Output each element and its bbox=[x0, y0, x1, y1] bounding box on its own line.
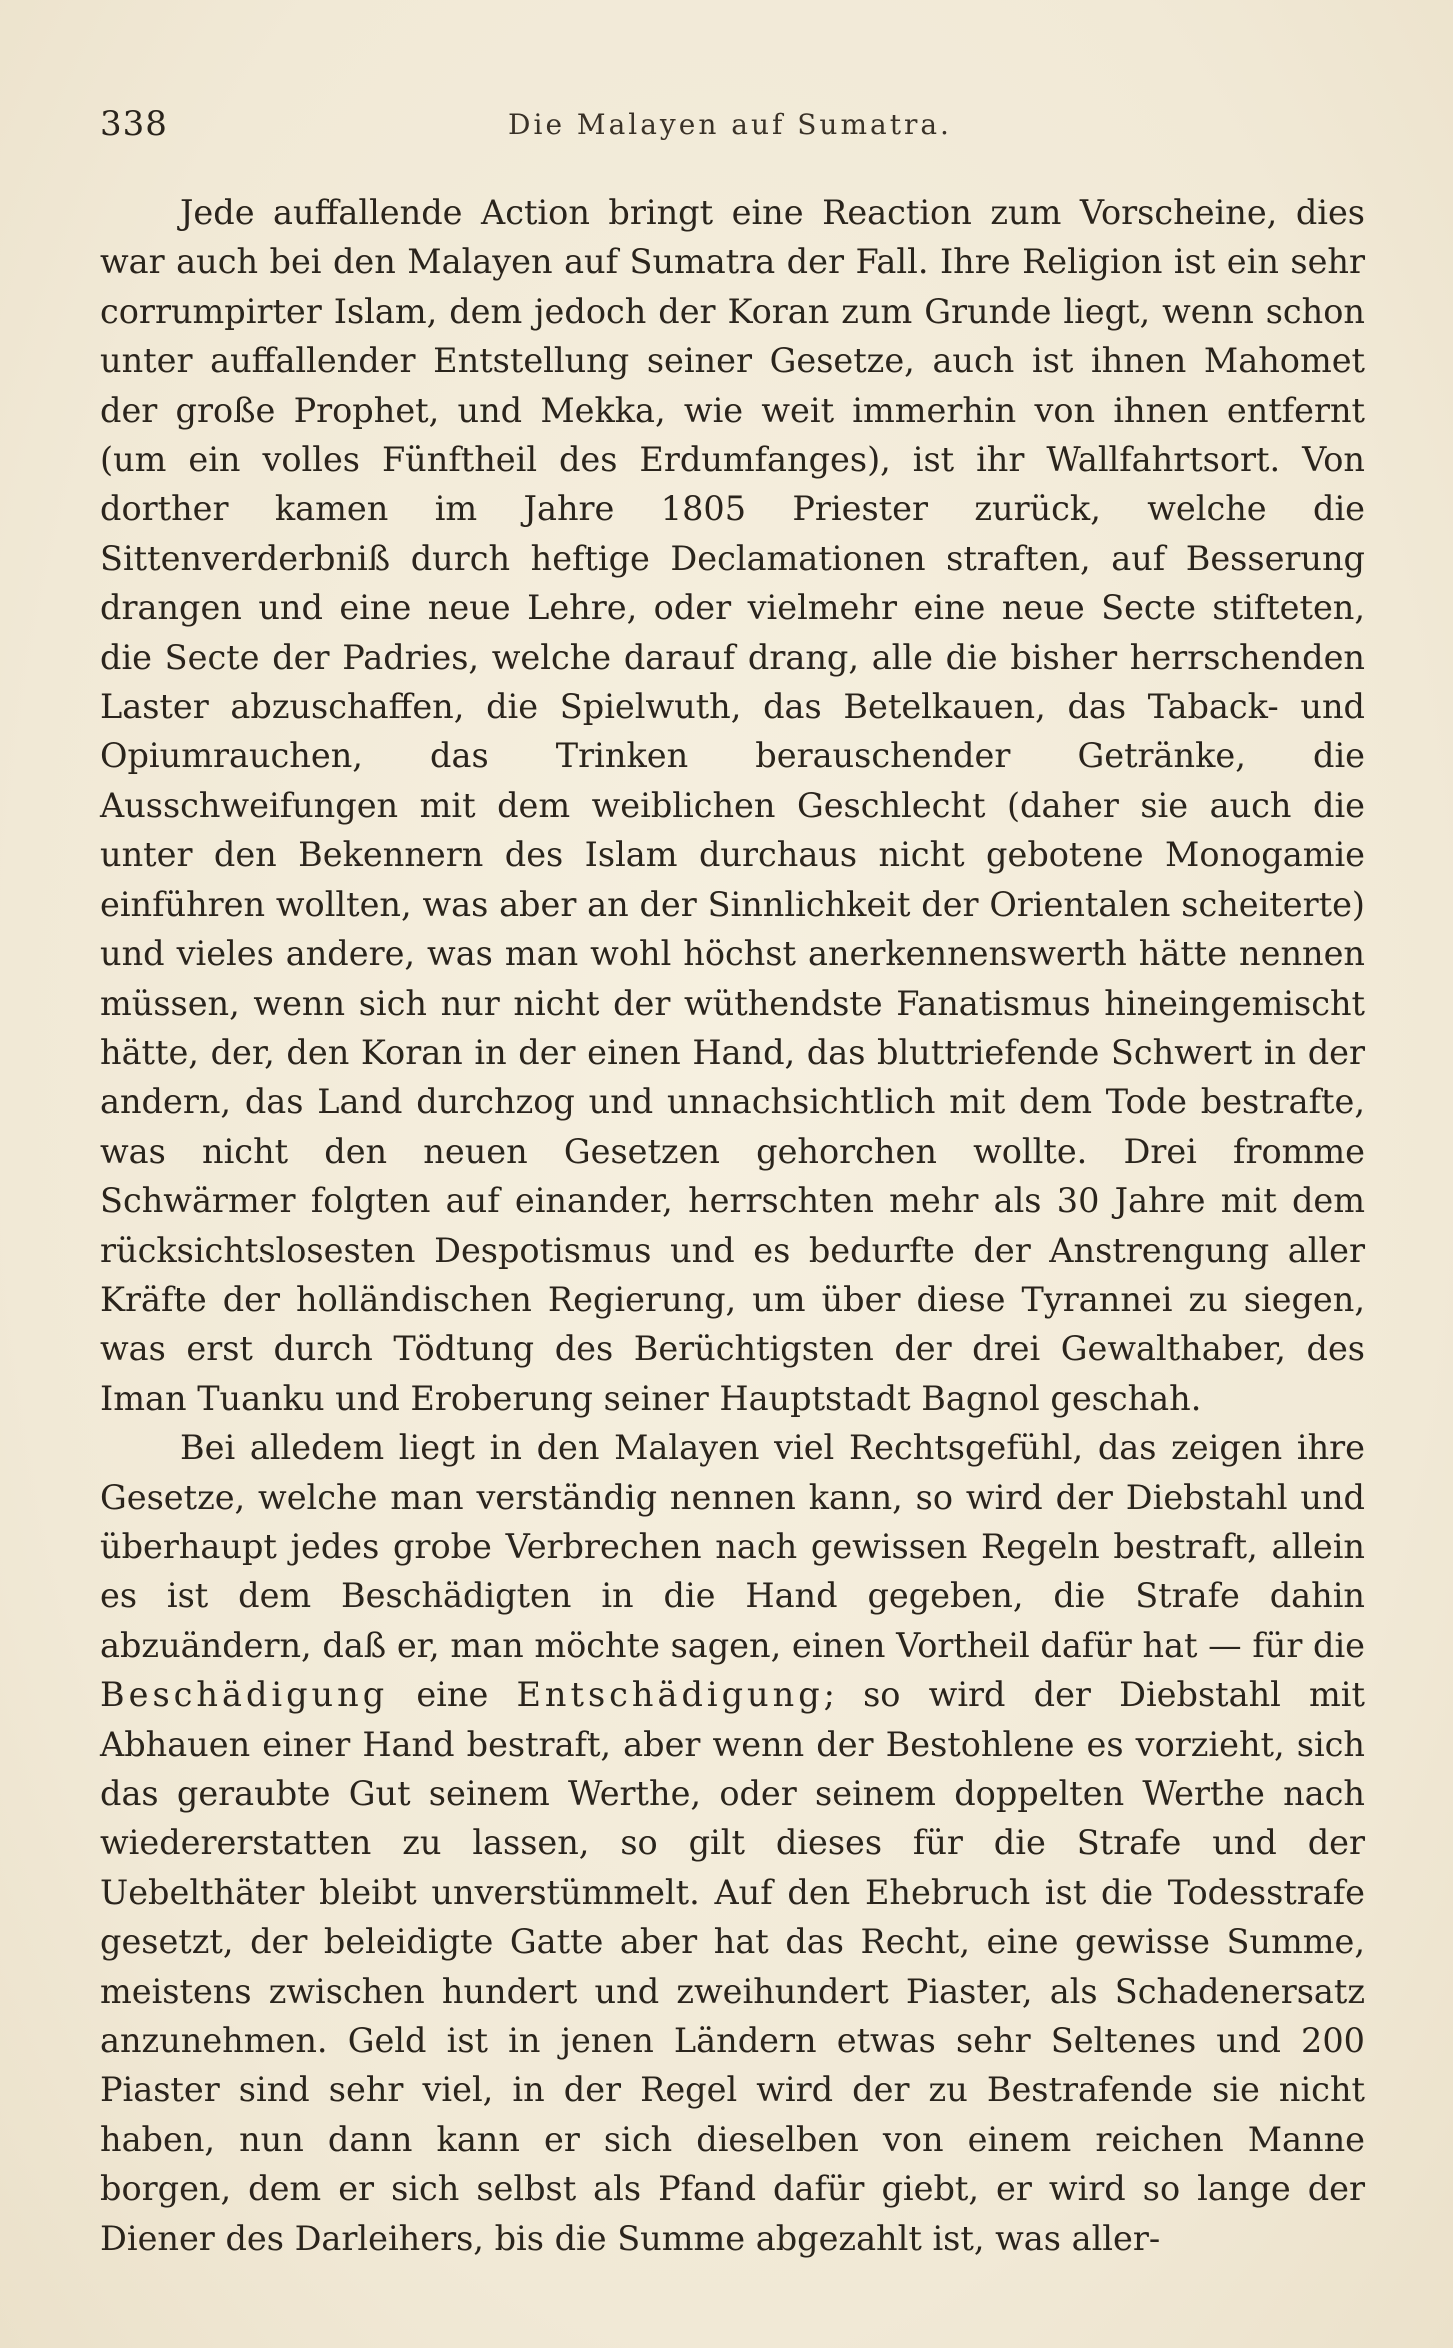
paragraph-2-text-before: Bei alledem liegt in den Malayen viel Rechtsgefühl, das zeigen ihre Gesetze, welche man verständig nennen kann, so wird der Diebstahl und überhaupt jedes grobe Verbrechen nach gewissen Regeln bestraft, allein es ist dem Beschädigten in die Hand gegeben, die Strafe dahin abzuändern, daß er, man möchte sagen, einen Vortheil dafür hat — für die bbox=[100, 1428, 1365, 1665]
emphasis-beschaedigung: Beschädigung bbox=[100, 1675, 389, 1715]
page-header bbox=[100, 104, 1360, 164]
paragraph-2-text-middle: eine bbox=[416, 1675, 489, 1715]
emphasis-entschaedigung: Entschädigung bbox=[516, 1675, 824, 1715]
paragraph-2 bbox=[100, 1423, 1365, 2263]
paragraph-1: Jede auffallende Action bringt eine Reaction zum Vorscheine, dies war auch bei den Malayen auf Sumatra der Fall. Ihre Religion ist ein sehr corrumpirter Islam, dem jedoch der Koran zum Grunde liegt, wenn schon unter auffallender Entstellung seiner Gesetze, auch ist ihnen Mahomet der große Prophet, und Mekka, wie weit immerhin von ihnen entfernt (um ein volles Fünftheil des Erdumfanges), ist ihr Wallfahrtsort. Von dorther kamen im Jahre 1805 Priester zurück, welche die Sittenverderbniß durch heftige Declamationen straften, auf Besserung drangen und eine neue Lehre, oder vielmehr eine neue Secte stifteten, die Secte der Padries, welche darauf drang, alle die bisher herrschenden Laster abzuschaffen, die Spielwuth, das Betelkauen, das Taback- und Opiumrauchen, das Trinken berauschender Getränke, die Ausschweifungen mit dem weiblichen Geschlecht (daher sie auch die unter den Bekennern des Islam durchaus nicht gebotene Monogamie einführen wollten, was aber an der Sinnlichkeit der Orientalen scheiterte) und vieles andere, was man wohl höchst anerkennenswerth hätte nennen müssen, wenn sich nur nicht der wüthendste Fanatismus hineingemischt hätte, der, den Koran in der einen Hand, das bluttriefende Schwert in der andern, das Land durchzog und unnachsichtlich mit dem Tode bestrafte, was nicht den neuen Gesetzen gehorchen wollte. Drei fromme Schwärmer folgten auf einander, herrschten mehr als 30 Jahre mit dem rücksichtslosesten Despotismus und es bedurfte der Anstrengung aller Kräfte der holländischen Regierung, um über diese Tyrannei zu siegen, was erst durch Tödtung des Berüchtigsten der drei Gewalthaber, des Iman Tuanku und Eroberung seiner Hauptstadt Bagnol geschah. bbox=[100, 193, 1365, 1418]
body-text bbox=[100, 188, 1365, 2263]
paragraph-2-text-after: ; so wird der Diebstahl mit Abhauen einer Hand bestraft, aber wenn der Bestohlene es vorzieht, sich das geraubte Gut seinem Werthe, oder seinem doppelten Werthe nach wiedererstatten zu lassen, so gilt dieses für die Strafe und der Uebelthäter bleibt unverstümmelt. Auf den Ehebruch ist die Todesstrafe gesetzt, der beleidigte Gatte aber hat das Recht, eine gewisse Summe, meistens zwischen hundert und zweihundert Piaster, als Schadenersatz anzunehmen. Geld ist in jenen Ländern etwas sehr Seltenes und 200 Piaster sind sehr viel, in der Regel wird der zu Bestrafende sie nicht haben, nun dann kann er sich dieselben von einem reichen Manne borgen, dem er sich selbst als Pfand dafür giebt, er wird so lange der Diener des Darleihers, bis die Summe abgezahlt ist, was aller- bbox=[100, 1675, 1365, 2258]
running-title: Die Malayen auf Sumatra. bbox=[508, 108, 952, 141]
page-number: 338 bbox=[100, 104, 168, 144]
